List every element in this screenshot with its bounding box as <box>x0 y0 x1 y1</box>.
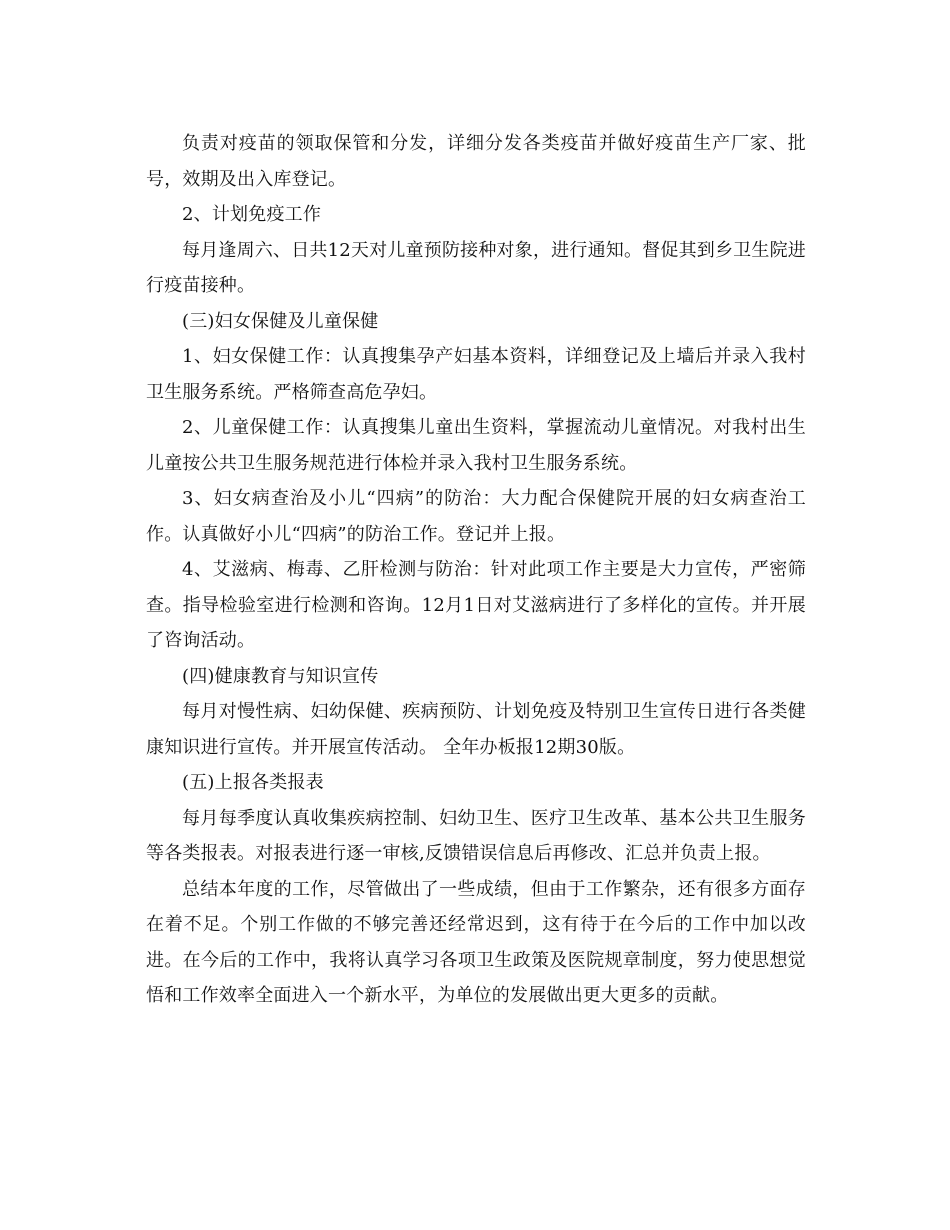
heading-reports: (五)上报各类报表 <box>182 772 324 793</box>
heading-immunization-plan: 2、计划免疫工作 <box>182 204 322 225</box>
paragraph-aids-screening: 4、艾滋病、梅毒、乙肝检测与防治：针对此项工作主要是大力宣传，严密筛查。指导检验室进行检测和咨询。12月1日对艾滋病进行了多样化的宣传。并开展了咨询活动。 <box>146 559 806 651</box>
document-body <box>146 126 806 1014</box>
paragraph-reports: 每月每季度认真收集疾病控制、妇幼卫生、医疗卫生改革、基本公共卫生服务等各类报表。对报表进行逐一审核,反馈错误信息后再修改、汇总并负责上报。 <box>146 807 806 864</box>
paragraph-child-health: 2、儿童保健工作：认真搜集儿童出生资料，掌握流动儿童情况。对我村出生儿童按公共卫生服务规范进行体检并录入我村卫生服务系统。 <box>146 417 806 474</box>
heading-health-education: (四)健康教育与知识宣传 <box>182 665 379 687</box>
paragraph-immunization-schedule: 每月逢周六、日共12天对儿童预防接种对象，进行通知。督促其到乡卫生院进行疫苗接种。 <box>146 239 806 296</box>
paragraph-health-education: 每月对慢性病、妇幼保健、疾病预防、计划免疫及特别卫生宣传日进行各类健康知识进行宣传。并开展宣传活动。 全年办板报12期30版。 <box>146 701 806 758</box>
paragraph-disease-treatment: 3、妇女病查治及小儿“四病”的防治：大力配合保健院开展的妇女病查治工作。认真做好小儿“四病”的防治工作。登记并上报。 <box>146 488 806 545</box>
paragraph-summary: 总结本年度的工作，尽管做出了一些成绩，但由于工作繁杂，还有很多方面存在着不足。个别工作做的不够完善还经常迟到，这有待于在今后的工作中加以改进。在今后的工作中，我将认真学习各项卫生政策及医院规章制度，努力使思想觉悟和工作效率全面进入一个新水平，为单位的发展做出更大更多的贡献。 <box>146 878 806 1006</box>
heading-women-children-health: (三)妇女保健及儿童保健 <box>182 310 379 332</box>
paragraph-women-health: 1、妇女保健工作：认真搜集孕产妇基本资料，详细登记及上墙后并录入我村卫生服务系统。严格筛查高危孕妇。 <box>146 346 806 403</box>
paragraph-vaccine-management: 负责对疫苗的领取保管和分发，详细分发各类疫苗并做好疫苗生产厂家、批号，效期及出入库登记。 <box>146 133 806 190</box>
